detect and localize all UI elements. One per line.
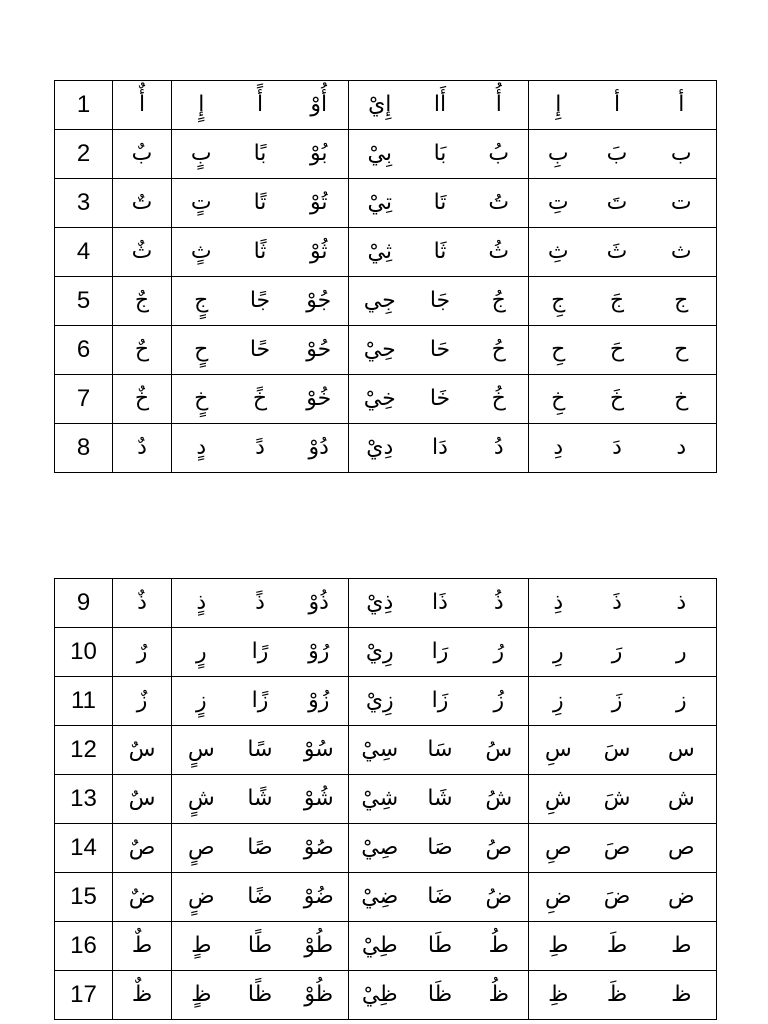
letter-cell: ثَا <box>411 228 470 277</box>
letter-cell: ظِ <box>529 971 588 1020</box>
letter-cell: سَ <box>588 726 647 775</box>
letter-cell: دُ <box>470 424 529 473</box>
letter-cell: طُ <box>470 922 529 971</box>
letter-cell: خٌ <box>113 375 172 424</box>
letter-cell: رٌ <box>113 628 172 677</box>
letter-cell: حًا <box>231 326 290 375</box>
table-row <box>55 628 717 677</box>
letter-cell: سَا <box>411 726 470 775</box>
table-row <box>55 922 717 971</box>
letter-cell: ظٌ <box>113 971 172 1020</box>
letter-cell: ذَ <box>588 579 647 628</box>
letter-cell: جَ <box>588 277 647 326</box>
letter-cell: ضًا <box>231 873 290 922</box>
letter-cell: ثًا <box>231 228 290 277</box>
letter-cell: بُ <box>470 130 529 179</box>
letter-cell: ط <box>647 922 717 971</box>
letter-cell: ذٍ <box>172 579 231 628</box>
letter-cell: ثٍ <box>172 228 231 277</box>
letter-cell: دَا <box>411 424 470 473</box>
letter-cell: جَا <box>411 277 470 326</box>
table-row <box>55 81 717 130</box>
letter-cell: طِيْ <box>349 922 411 971</box>
letter-cell: ت <box>647 179 717 228</box>
letter-cell: رٍ <box>172 628 231 677</box>
letter-cell: ر <box>647 628 717 677</box>
letter-cell: رِ <box>529 628 588 677</box>
letter-cell: ز <box>647 677 717 726</box>
letter-cell: ذٌ <box>113 579 172 628</box>
letter-cell: صٌ <box>113 824 172 873</box>
letter-cell: طِ <box>529 922 588 971</box>
letter-cell: زُ <box>470 677 529 726</box>
letter-cell: حَا <box>411 326 470 375</box>
letter-cell: إٍ <box>172 81 231 130</box>
letter-cell: ب <box>647 130 717 179</box>
letter-cell: ذَا <box>411 579 470 628</box>
letter-cell: طُوْ <box>290 922 349 971</box>
letter-cell: ثٌ <box>113 228 172 277</box>
letter-cell: رَ <box>588 628 647 677</box>
letter-cell: طٌ <box>113 922 172 971</box>
letter-cell: بُوْ <box>290 130 349 179</box>
table-row <box>55 424 717 473</box>
letter-cell: ظُوْ <box>290 971 349 1020</box>
table-row <box>55 775 717 824</box>
letter-cell: بِيْ <box>349 130 411 179</box>
letter-cell: دِ <box>529 424 588 473</box>
letter-cell: إِ <box>529 81 588 130</box>
letter-cell: ثِيْ <box>349 228 411 277</box>
letter-cell: رًا <box>231 628 290 677</box>
letter-cell: رُ <box>470 628 529 677</box>
letter-cell: ذ <box>647 579 717 628</box>
letter-cell: دً <box>231 424 290 473</box>
letter-cell: صًا <box>231 824 290 873</box>
letter-cell: إِيْ <box>349 81 411 130</box>
letter-cell: صَا <box>411 824 470 873</box>
letter-cell: بًا <box>231 130 290 179</box>
letter-cell: جِ <box>529 277 588 326</box>
letter-cell: شَا <box>411 775 470 824</box>
letter-cell: د <box>647 424 717 473</box>
row-number: 3 <box>55 179 113 228</box>
letter-cell: زًا <box>231 677 290 726</box>
letter-cell: ظٍ <box>172 971 231 1020</box>
letter-cell: زٍ <box>172 677 231 726</box>
letter-cell: ظًا <box>231 971 290 1020</box>
letter-cell: صُ <box>470 824 529 873</box>
letter-cell: رِيْ <box>349 628 411 677</box>
row-number: 15 <box>55 873 113 922</box>
letter-cell: طًا <box>231 922 290 971</box>
table-row <box>55 375 717 424</box>
letter-cell: ش <box>647 775 717 824</box>
letter-cell: خَ <box>588 375 647 424</box>
letter-cell: ظُ <box>470 971 529 1020</box>
letter-cell: أً <box>231 81 290 130</box>
letter-cell: بَا <box>411 130 470 179</box>
table-row <box>55 677 717 726</box>
letter-cell: أَا <box>411 81 470 130</box>
letter-cell: زُوْ <box>290 677 349 726</box>
letter-cell: تُ <box>470 179 529 228</box>
letter-cell: شُوْ <box>290 775 349 824</box>
letter-cell: ظَ <box>588 971 647 1020</box>
letter-cell: جُ <box>470 277 529 326</box>
letter-cell: ض <box>647 873 717 922</box>
row-number: 10 <box>55 628 113 677</box>
letter-cell: شِ <box>529 775 588 824</box>
letter-cell: طَ <box>588 922 647 971</box>
letter-cell: ضُ <box>470 873 529 922</box>
letter-cell: أٌ <box>113 81 172 130</box>
letters-table-1 <box>54 80 717 473</box>
letter-cell: سٌ <box>113 726 172 775</box>
letter-cell: خِيْ <box>349 375 411 424</box>
letter-cell: دَ <box>588 424 647 473</box>
letter-cell: تٌ <box>113 179 172 228</box>
letter-cell: تَ <box>588 179 647 228</box>
row-number: 12 <box>55 726 113 775</box>
letter-cell: خً <box>231 375 290 424</box>
row-number: 4 <box>55 228 113 277</box>
letter-cell: تًا <box>231 179 290 228</box>
letter-cell: حِيْ <box>349 326 411 375</box>
letter-cell: دِيْ <box>349 424 411 473</box>
table-row <box>55 824 717 873</box>
letter-cell: ظَا <box>411 971 470 1020</box>
letter-cell: ذً <box>231 579 290 628</box>
table-row <box>55 873 717 922</box>
letter-cell: صِيْ <box>349 824 411 873</box>
row-number: 6 <box>55 326 113 375</box>
letter-cell: زَا <box>411 677 470 726</box>
letter-cell: أُوْ <box>290 81 349 130</box>
letter-cell: بٌ <box>113 130 172 179</box>
letter-cell: ضٌ <box>113 873 172 922</box>
letter-cell: خِ <box>529 375 588 424</box>
letter-cell: شَ <box>588 775 647 824</box>
letter-cell: خٍ <box>172 375 231 424</box>
table-row <box>55 228 717 277</box>
row-number: 16 <box>55 922 113 971</box>
letters-table-1-body <box>55 81 717 473</box>
letter-cell: صِ <box>529 824 588 873</box>
letter-cell: ثُوْ <box>290 228 349 277</box>
letter-cell: حِ <box>529 326 588 375</box>
letter-cell: حُ <box>470 326 529 375</box>
letter-cell: أ <box>647 81 717 130</box>
letter-cell: جٌ <box>113 277 172 326</box>
letter-cell: طٍ <box>172 922 231 971</box>
letter-cell: سًا <box>231 726 290 775</box>
letter-cell: حٌ <box>113 326 172 375</box>
letter-cell: رَا <box>411 628 470 677</box>
letter-cell: ثَ <box>588 228 647 277</box>
row-number: 1 <box>55 81 113 130</box>
letter-cell: بَ <box>588 130 647 179</box>
letter-cell: سُ <box>470 726 529 775</box>
letter-cell: خَا <box>411 375 470 424</box>
letter-cell: زٌ <box>113 677 172 726</box>
letter-cell: حٍ <box>172 326 231 375</box>
letter-cell: أ <box>588 81 647 130</box>
letter-cell: ثِ <box>529 228 588 277</box>
letter-cell: دٌ <box>113 424 172 473</box>
letter-cell: حَ <box>588 326 647 375</box>
letter-cell: جِي <box>349 277 411 326</box>
letter-cell: صَ <box>588 824 647 873</box>
letter-cell: ذِيْ <box>349 579 411 628</box>
letter-cell: خ <box>647 375 717 424</box>
letter-cell: صٍ <box>172 824 231 873</box>
letter-cell: دُوْ <box>290 424 349 473</box>
table-row <box>55 579 717 628</box>
row-number: 2 <box>55 130 113 179</box>
letter-cell: سٌ <box>113 775 172 824</box>
letter-cell: ذُ <box>470 579 529 628</box>
letter-cell: تِيْ <box>349 179 411 228</box>
letter-cell: سُوْ <box>290 726 349 775</box>
letter-cell: بٍ <box>172 130 231 179</box>
letters-table-2-body <box>55 579 717 1020</box>
letter-cell: س <box>647 726 717 775</box>
letter-cell: ضَا <box>411 873 470 922</box>
letter-cell: دٍ <box>172 424 231 473</box>
letter-cell: ث <box>647 228 717 277</box>
table-row <box>55 277 717 326</box>
letter-cell: شٍ <box>172 775 231 824</box>
row-number: 13 <box>55 775 113 824</box>
letter-cell: ذِ <box>529 579 588 628</box>
table-row <box>55 326 717 375</box>
table-row <box>55 130 717 179</box>
letters-table-2 <box>54 578 717 1020</box>
letter-cell: شِيْ <box>349 775 411 824</box>
letter-cell: جٍ <box>172 277 231 326</box>
letter-cell: شُ <box>470 775 529 824</box>
letter-cell: تَا <box>411 179 470 228</box>
letter-cell: ص <box>647 824 717 873</box>
letter-cell: ضٍ <box>172 873 231 922</box>
letter-cell: ضِ <box>529 873 588 922</box>
letter-cell: سٍ <box>172 726 231 775</box>
letter-cell: طَا <box>411 922 470 971</box>
letter-cell: زِيْ <box>349 677 411 726</box>
table-row <box>55 179 717 228</box>
letter-cell: خُوْ <box>290 375 349 424</box>
row-number: 8 <box>55 424 113 473</box>
letter-cell: تُوْ <box>290 179 349 228</box>
letter-cell: زَ <box>588 677 647 726</box>
letter-cell: حُوْ <box>290 326 349 375</box>
row-number: 14 <box>55 824 113 873</box>
row-number: 17 <box>55 971 113 1020</box>
letter-cell: ضَ <box>588 873 647 922</box>
letter-cell: ج <box>647 277 717 326</box>
row-number: 9 <box>55 579 113 628</box>
letter-cell: أُ <box>470 81 529 130</box>
letter-cell: تٍ <box>172 179 231 228</box>
letter-cell: ضُوْ <box>290 873 349 922</box>
letter-cell: شًا <box>231 775 290 824</box>
row-number: 5 <box>55 277 113 326</box>
letter-cell: ظ <box>647 971 717 1020</box>
letter-cell: سِ <box>529 726 588 775</box>
letter-cell: ضِيْ <box>349 873 411 922</box>
letter-cell: تِ <box>529 179 588 228</box>
row-number: 7 <box>55 375 113 424</box>
letter-cell: سِيْ <box>349 726 411 775</box>
letter-cell: ذُوْ <box>290 579 349 628</box>
letter-cell: خُ <box>470 375 529 424</box>
letter-cell: صُوْ <box>290 824 349 873</box>
row-number: 11 <box>55 677 113 726</box>
table-row <box>55 726 717 775</box>
letter-cell: زِ <box>529 677 588 726</box>
letter-cell: جًا <box>231 277 290 326</box>
letter-cell: رُوْ <box>290 628 349 677</box>
letter-cell: ح <box>647 326 717 375</box>
letter-cell: ظِيْ <box>349 971 411 1020</box>
table-row <box>55 971 717 1020</box>
letter-cell: جُوْ <box>290 277 349 326</box>
letter-cell: بِ <box>529 130 588 179</box>
letter-cell: ثُ <box>470 228 529 277</box>
